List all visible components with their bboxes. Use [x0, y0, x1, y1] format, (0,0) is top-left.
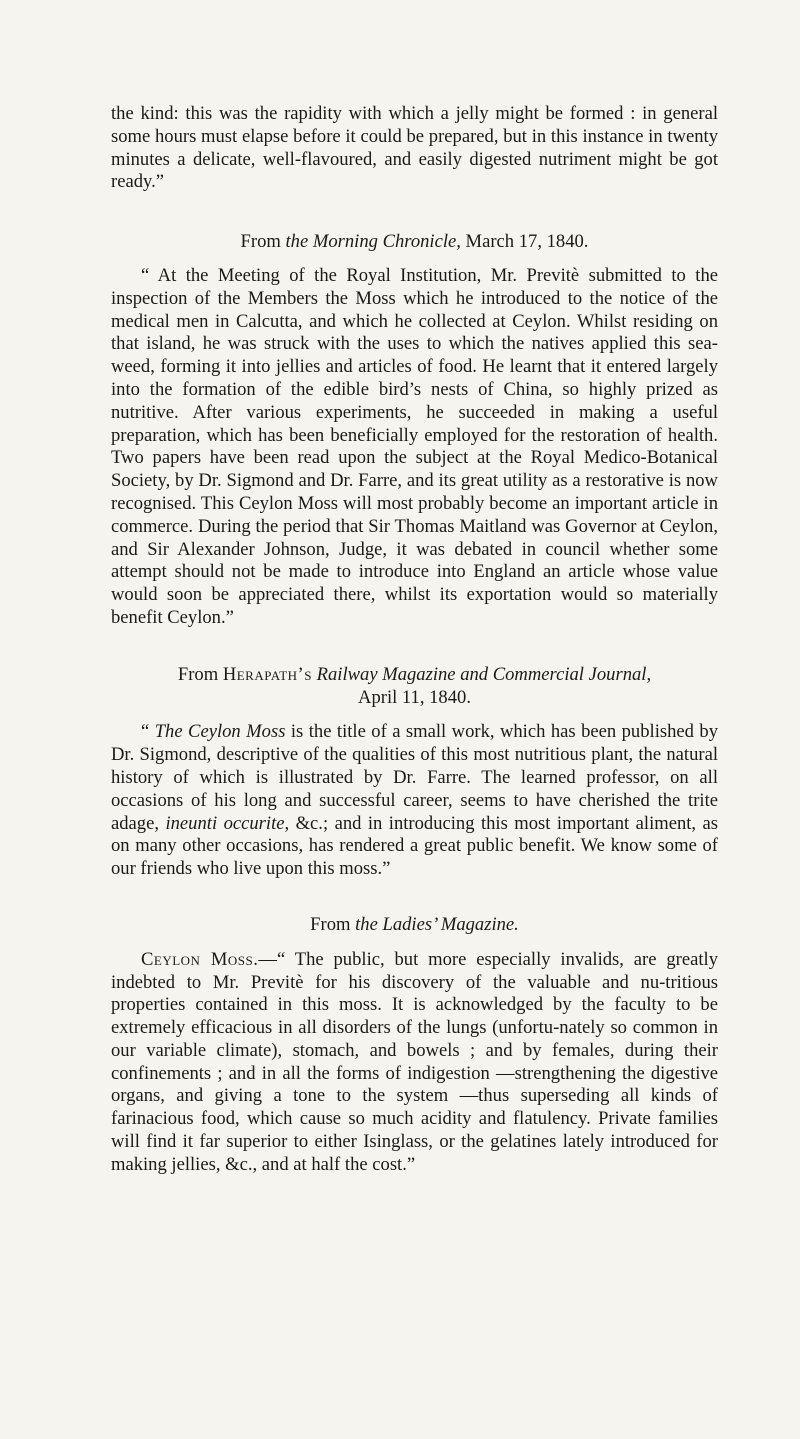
morning-chronicle-paragraph: “ At the Meeting of the Royal Institution, Mr. Previtè submitted to the inspection of the Members the Moss which he introduced to the notice of the medical men in Calcutta, and which he collected at Ceylon. Whilst residing on that island, he was struck with the uses to which the natives applied this sea-weed, forming it into jellies and articles of food. He learnt that it entered largely into the formation of the edible bird’s nests of China, so highly prized as nutritive. After various experiments, he succeeded in making a useful preparation, which has been beneficially employed for the restoration of health. Two papers have been read upon the subject at the Royal Medico-Botanical Society, by Dr. Sigmond and Dr. Farre, and its great utility as a restorative is now recognised. This Ceylon Moss will most probably become an important article in commerce. During the period that Sir Thomas Maitland was Governor at Ceylon, and Sir Alexander Johnson, Judge, it was debated in council whether some attempt should not be made to introduce into England an article whose value would soon be appreciated there, whilst its exportation would so materially benefit Ceylon.”: [111, 264, 718, 628]
morning-chronicle-heading: From the Morning Chronicle, March 17, 1840.: [240, 231, 589, 253]
publisher-name: Herapath’s: [222, 663, 312, 685]
ladies-magazine-heading: From the Ladies’ Magazine.: [310, 913, 519, 935]
latin-phrase: ineunti occurite,: [165, 812, 290, 834]
publication-title: the Morning Chronicle,: [285, 231, 461, 253]
herapath-paragraph: “ The Ceylon Moss is the title of a small work, which has been published by Dr. Sigmond, descriptive of the qualities of this most nutritious plant, the natural history of which is illustrated by Dr. Farre. The learned professor, on all occasions of his long and successful career, seems to have cherished the trite adage, ineunti occurite, &c.; and in introducing this most important aliment, as on many other occasions, has rendered a great public benefit. We know some of our friends who live upon this moss.”: [111, 721, 719, 880]
publication-date: April 11, 1840.: [358, 686, 471, 708]
publication-title: the Ladies’ Magazine.: [355, 913, 519, 935]
publication-date: March 17, 1840.: [460, 231, 589, 253]
work-title: The Ceylon Moss: [154, 721, 286, 743]
ladies-magazine-paragraph: Ceylon Moss.—“ The public, but more especially invalids, are greatly indebted to Mr. Previtè for his discovery of the valuable and nu-tritious properties contained in this moss. It is acknowledged by the faculty to be extremely efficacious in all disorders of the lungs (unfortu-nately so common in our variable climate), stomach, and bowels ; and by females, during their confinements ; and in all the forms of indigestion —strengthening the digestive organs, and giving a tone to the system —thus superseding all kinds of farinacious food, which cause so much acidity and flatulency. Private families will find it far superior to either Isinglass, or the gelatines lately introduced for making jellies, &c., and at half the cost.”: [111, 948, 718, 1175]
article-lead: Ceylon Moss.: [141, 948, 259, 970]
publication-title: Railway Magazine and Commercial Journal,: [311, 663, 652, 685]
opening-paragraph: the kind: this was the rapidity with which a jelly might be formed : in general some hours must elapse before it could be prepared, but in this instance in twenty minutes a delicate, well-flavoured, and easily digested nutriment might be got ready.”: [111, 103, 718, 193]
herapath-heading: From Herapath’s Railway Magazine and Commercial Journal, April 11, 1840.: [111, 664, 718, 710]
